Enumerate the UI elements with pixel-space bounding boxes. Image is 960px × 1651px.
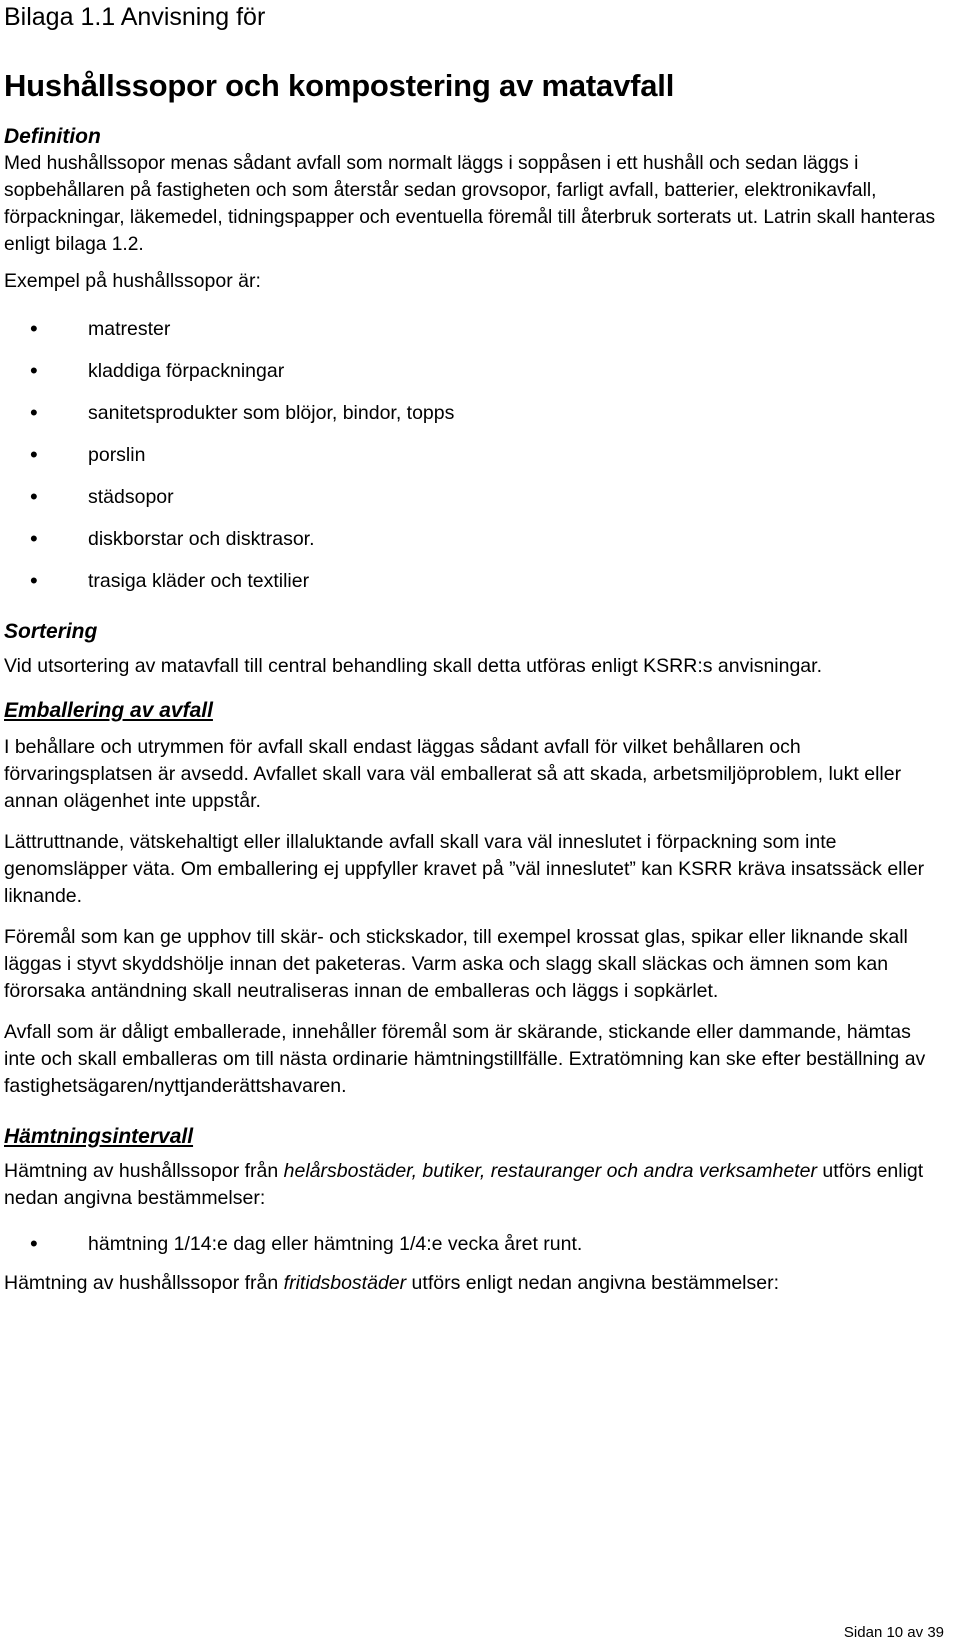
- packaging-p3: Föremål som kan ge upphov till skär- och stickskador, till exempel krossat glas, spikar eller liknande skall läggas i styvt skyddshölje innan det paketeras. Varm aska och slagg skall släckas och ämnen som kan förorsaka antändning skall neutraliseras innan de emballeras och läggs i sopkärlet.: [4, 926, 908, 1002]
- packaging-p1: I behållare och utrymmen för avfall skall endast läggas sådant avfall för vilket behållaren och förvaringsplatsen är avsedd. Avfallet skall vara väl emballerat så att skada, arbetsmiljöproblem, lukt eller annan olägenhet inte uppstår.: [4, 736, 902, 812]
- interval-p1-emphasis: helårsbostäder, butiker, restauranger och andra verksamheter: [283, 1160, 817, 1182]
- appendix-label: Bilaga 1.1 Anvisning för: [4, 3, 266, 31]
- packaging-p4: Avfall som är dåligt emballerade, innehåller föremål som är skärande, stickande eller dammande, hämtas inte och skall emballeras om till nästa ordinarie hämtningstillfälle. Extratömning kan ske efter beställning av fastighetsägaren/nyttjanderättshavaren.: [4, 1021, 926, 1097]
- interval-p1-tail: utförs enligt nedan angivna bestämmelser:: [4, 1160, 924, 1209]
- page-title: Hushållssopor och kompostering av matavfall: [4, 68, 675, 103]
- list-item: • matrester: [4, 317, 944, 341]
- list-item: • hämtning 1/14:e dag eller hämtning 1/4:e vecka året runt.: [4, 1232, 944, 1256]
- interval-p2-emphasis: fritidsbostäder: [283, 1272, 407, 1294]
- packaging-heading: Emballering av avfall: [4, 699, 213, 722]
- list-item: • sanitetsprodukter som blöjor, bindor, topps: [4, 401, 944, 425]
- page-number: Sidan 10 av 39: [843, 1624, 944, 1641]
- list-item: • diskborstar och disktrasor.: [4, 527, 944, 551]
- interval-p2-text: Hämtning av hushållssopor från: [4, 1272, 284, 1294]
- list-item: • städsopor: [4, 485, 944, 509]
- document-page: [4, 0, 944, 1297]
- packaging-p2: Lättruttnande, vätskehaltigt eller illaluktande avfall skall vara väl inneslutet i förpackning som inte genomsläpper väta. Om emballering ej uppfyller kravet på ”väl inneslutet” kan KSRR kräva insatssäck eller liknande.: [4, 831, 925, 907]
- definition-heading: Definition: [4, 125, 101, 148]
- interval-list: [4, 1232, 944, 1256]
- sorting-heading: Sortering: [4, 620, 98, 643]
- list-item: • kladdiga förpackningar: [4, 359, 944, 383]
- interval-p1-text: Hämtning av hushållssopor från: [4, 1160, 284, 1182]
- examples-list: [4, 317, 944, 593]
- definition-text: Med hushållssopor menas sådant avfall som normalt läggs i soppåsen i ett hushåll och sedan läggs i sopbehållaren på fastigheten och som återstår sedan grovsopor, farligt avfall, batterier, elektronikavfall, förpackningar, läkemedel, tidningspapper och eventuella föremål till återbruk sorterats ut. Latrin skall hanteras enligt bilaga 1.2.: [4, 153, 936, 255]
- list-item: • trasiga kläder och textilier: [4, 569, 944, 593]
- interval-p2-tail: utförs enligt nedan angivna bestämmelser:: [406, 1272, 780, 1294]
- interval-p1: [4, 1158, 944, 1212]
- sorting-text: Vid utsortering av matavfall till central behandling skall detta utföras enligt KSRR:s anvisningar.: [4, 655, 822, 677]
- interval-p2: [4, 1270, 944, 1297]
- examples-intro: Exempel på hushållssopor är:: [4, 270, 261, 292]
- interval-heading: Hämtningsintervall: [4, 1125, 194, 1148]
- list-item: • porslin: [4, 443, 944, 467]
